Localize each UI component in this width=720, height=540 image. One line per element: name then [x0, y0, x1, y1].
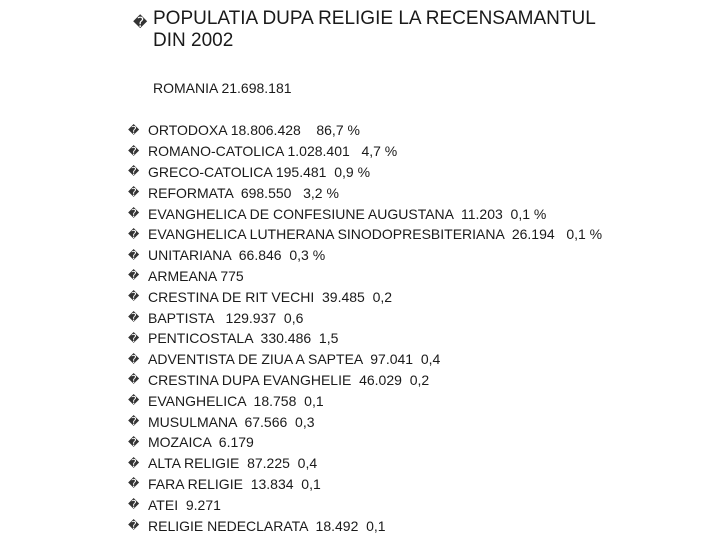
religion-list: [128, 120, 602, 536]
population-total: ROMANIA 21.698.181: [153, 80, 292, 96]
list-item-text: MOZAICA 6.179: [148, 434, 254, 451]
list-item-text: FARA RELIGIE 13.834 0,1: [148, 475, 321, 492]
list-item: [128, 182, 602, 203]
bullet-icon: �: [128, 124, 140, 137]
bullet-icon: �: [128, 270, 140, 283]
bullet-icon: �: [128, 145, 140, 158]
bullet-icon: �: [128, 312, 140, 325]
list-item-text: CRESTINA DUPA EVANGHELIE 46.029 0,2: [148, 371, 430, 388]
list-item-text: GRECO-CATOLICA 195.481 0,9 %: [148, 163, 371, 180]
list-item-text: CRESTINA DE RIT VECHI 39.485 0,2: [148, 288, 393, 305]
list-item-text: ORTODOXA 18.806.428 86,7 %: [148, 122, 360, 139]
bullet-icon: �: [128, 187, 140, 200]
list-item-text: ARMEANA 775: [148, 267, 244, 284]
list-item-text: PENTICOSTALA 330.486 1,5: [148, 330, 339, 347]
list-item-text: MUSULMANA 67.566 0,3: [148, 413, 315, 430]
list-item: [128, 266, 602, 287]
list-item: [128, 390, 602, 411]
list-item: [128, 494, 602, 515]
list-item: [128, 307, 602, 328]
list-item: [128, 432, 602, 453]
list-item: [128, 411, 602, 432]
bullet-icon: �: [128, 520, 140, 533]
list-item-text: EVANGHELICA LUTHERANA SINODOPRESBITERIANA 26.194 0,1 %: [148, 226, 603, 243]
list-item-text: ALTA RELIGIE 87.225 0,4: [148, 455, 318, 472]
bullet-icon: �: [128, 291, 140, 304]
bullet-icon: �: [128, 166, 140, 179]
list-item: [128, 474, 602, 495]
bullet-icon: �: [128, 478, 140, 491]
bullet-icon: �: [128, 353, 140, 366]
bullet-icon: �: [128, 249, 140, 262]
list-item: [128, 162, 602, 183]
title-block: [133, 8, 596, 52]
list-item-text: RELIGIE NEDECLARATA 18.492 0,1: [148, 517, 386, 534]
list-item: [128, 245, 602, 266]
list-item: [128, 515, 602, 536]
list-item-text: UNITARIANA 66.846 0,3 %: [148, 247, 326, 264]
bullet-icon: �: [128, 457, 140, 470]
bullet-icon: �: [128, 499, 140, 512]
bullet-icon: �: [128, 436, 140, 449]
list-item: [128, 141, 602, 162]
bullet-icon: �: [128, 416, 140, 429]
bullet-icon: �: [128, 395, 140, 408]
bullet-icon: �: [128, 228, 140, 241]
title-bullet-icon: �: [133, 14, 148, 30]
list-item: [128, 328, 602, 349]
list-item-text: REFORMATA 698.550 3,2 %: [148, 184, 339, 201]
list-item: [128, 286, 602, 307]
list-item-text: ROMANO-CATOLICA 1.028.401 4,7 %: [148, 143, 398, 160]
bullet-icon: �: [128, 332, 140, 345]
list-item-text: BAPTISTA 129.937 0,6: [148, 309, 304, 326]
list-item-text: ADVENTISTA DE ZIUA A SAPTEA 97.041 0,4: [148, 351, 441, 368]
title-line-2: DIN 2002: [153, 30, 234, 51]
bullet-icon: �: [128, 374, 140, 387]
list-item-text: EVANGHELICA DE CONFESIUNE AUGUSTANA 11.203 0,1 %: [148, 205, 547, 222]
list-item: [128, 120, 602, 141]
list-item: [128, 370, 602, 391]
list-item: [128, 224, 602, 245]
list-item-text: EVANGHELICA 18.758 0,1: [148, 392, 324, 409]
slide-title: [153, 8, 596, 52]
list-item-text: ATEI 9.271: [148, 496, 221, 513]
title-line-1: POPULATIA DUPA RELIGIE LA RECENSAMANTUL: [153, 8, 596, 29]
list-item: [128, 349, 602, 370]
list-item: [128, 453, 602, 474]
bullet-icon: �: [128, 208, 140, 221]
list-item: [128, 203, 602, 224]
